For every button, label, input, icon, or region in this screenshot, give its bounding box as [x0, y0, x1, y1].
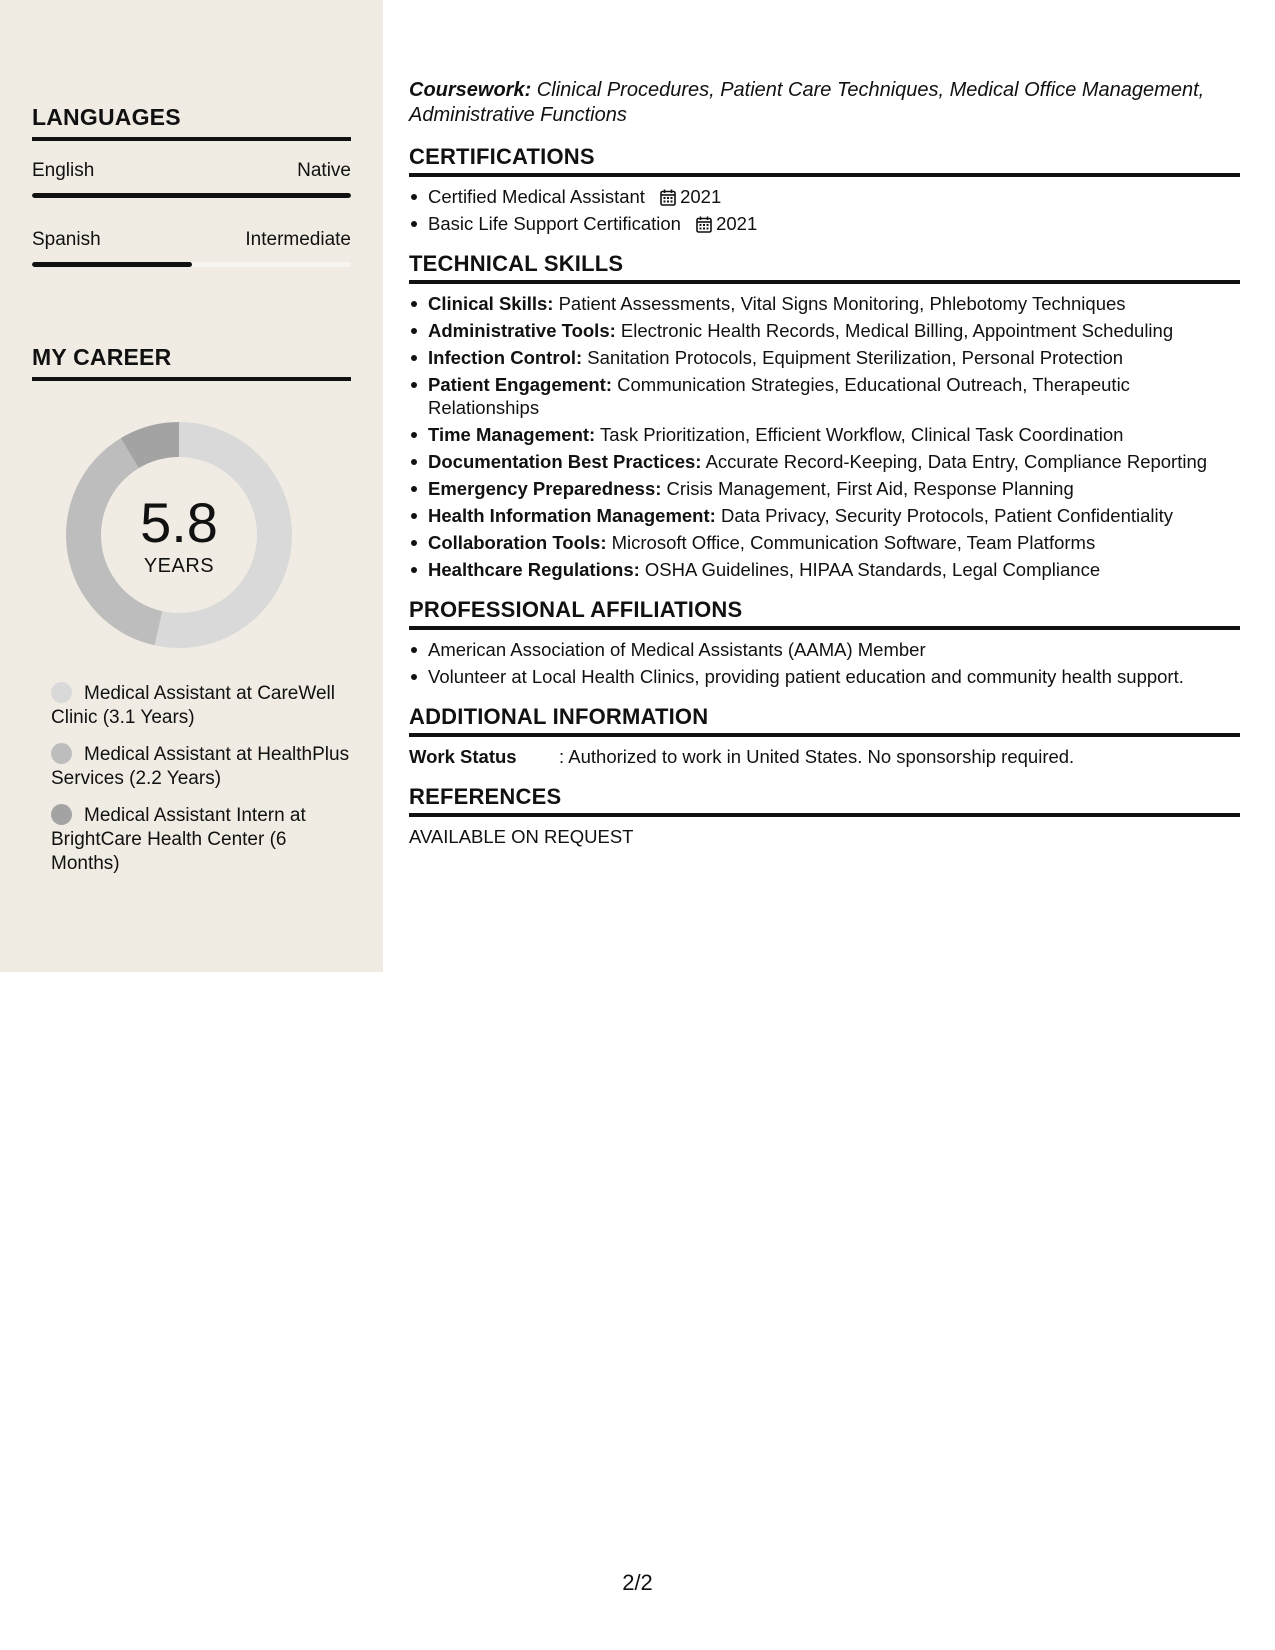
coursework-label: Coursework: — [409, 79, 532, 101]
career-donut-center — [66, 422, 292, 648]
affiliations-title: PROFESSIONAL AFFILIATIONS — [409, 597, 1240, 630]
legend-dot-icon — [51, 682, 72, 703]
languages-title: LANGUAGES — [32, 104, 351, 141]
language-bar-fill — [32, 262, 192, 267]
career-legend — [51, 682, 351, 889]
certification-year: 2021 — [680, 186, 722, 207]
career-total-value: 5.8 — [140, 490, 218, 554]
career-entry-label: Medical Assistant Intern at BrightCare Health Center (6 Months) — [51, 805, 306, 874]
legend-dot-icon — [51, 804, 72, 825]
certification-name: Basic Life Support Certification — [428, 213, 681, 234]
technical-skills-list — [409, 292, 1240, 581]
skill-key: Infection Control: — [428, 347, 583, 368]
certification-year: 2021 — [716, 213, 758, 234]
additional-info-title: ADDITIONAL INFORMATION — [409, 704, 1240, 737]
skill-value: Sanitation Protocols, Equipment Sterilization, Personal Protection — [582, 347, 1124, 368]
career-entry-label: Medical Assistant at CareWell Clinic (3.1 Years) — [51, 683, 335, 728]
coursework — [409, 78, 1240, 128]
work-status-label: Work Status — [409, 746, 517, 767]
language-name: English — [32, 160, 95, 181]
references-title: REFERENCES — [409, 784, 1240, 817]
sidebar — [0, 0, 383, 972]
skill-key: Clinical Skills: — [428, 293, 554, 314]
skill-key: Collaboration Tools: — [428, 532, 607, 553]
certifications-title: CERTIFICATIONS — [409, 144, 1240, 177]
skill-item — [409, 531, 1240, 554]
career-legend-item — [51, 682, 351, 730]
language-bar-english — [32, 193, 351, 198]
calendar-icon — [660, 189, 676, 206]
language-level: Native — [297, 160, 351, 181]
skill-key: Administrative Tools: — [428, 320, 616, 341]
certification-item — [409, 212, 1240, 235]
skill-item — [409, 558, 1240, 581]
skill-key: Patient Engagement: — [428, 374, 612, 395]
skill-key: Emergency Preparedness: — [428, 478, 662, 499]
calendar-icon — [696, 216, 712, 233]
technical-skills-title: TECHNICAL SKILLS — [409, 251, 1240, 284]
language-bar-spanish — [32, 262, 351, 267]
skill-item — [409, 423, 1240, 446]
career-legend-item — [51, 743, 351, 791]
skill-key: Documentation Best Practices: — [428, 451, 702, 472]
language-level: Intermediate — [245, 229, 351, 250]
page-number: 2/2 — [622, 1570, 653, 1595]
skill-value: OSHA Guidelines, HIPAA Standards, Legal Compliance — [639, 559, 1101, 580]
skill-item — [409, 346, 1240, 369]
skill-item — [409, 504, 1240, 527]
certification-name: Certified Medical Assistant — [428, 186, 645, 207]
skill-value: Data Privacy, Security Protocols, Patient Confidentiality — [715, 505, 1174, 526]
affiliation-item: Volunteer at Local Health Clinics, providing patient education and community health support. — [409, 665, 1240, 688]
skill-key: Healthcare Regulations: — [428, 559, 640, 580]
skill-value: Task Prioritization, Efficient Workflow, Clinical Task Coordination — [595, 424, 1124, 445]
skill-key: Time Management: — [428, 424, 596, 445]
skill-item — [409, 373, 1240, 419]
certification-item — [409, 185, 1240, 208]
affiliation-item: American Association of Medical Assistants (AAMA) Member — [409, 638, 1240, 661]
skill-key: Health Information Management: — [428, 505, 716, 526]
language-bar-fill — [32, 193, 351, 198]
skill-value: Crisis Management, First Aid, Response Planning — [661, 478, 1074, 499]
legend-dot-icon — [51, 743, 72, 764]
skill-value: Electronic Health Records, Medical Billing, Appointment Scheduling — [615, 320, 1174, 341]
skill-item — [409, 292, 1240, 315]
skill-value: Communication Strategies, Educational Outreach, Therapeutic Relationships — [428, 374, 1130, 418]
skill-value: Accurate Record-Keeping, Data Entry, Compliance Reporting — [701, 451, 1208, 472]
language-row-spanish — [32, 229, 351, 251]
main-content — [409, 78, 1240, 848]
work-status-value: : Authorized to work in United States. No sponsorship required. — [559, 746, 1075, 767]
career-title: MY CAREER — [32, 344, 351, 381]
career-donut-chart — [66, 422, 292, 648]
coursework-text: Clinical Procedures, Patient Care Techniques, Medical Office Management, Administrative Functions — [409, 79, 1205, 126]
skill-item — [409, 450, 1240, 473]
work-status-row — [409, 745, 1240, 768]
career-total-unit: YEARS — [143, 554, 215, 577]
certifications-list — [409, 185, 1240, 235]
skill-item — [409, 319, 1240, 342]
language-name: Spanish — [32, 229, 101, 250]
skill-value: Microsoft Office, Communication Software, Team Platforms — [606, 532, 1096, 553]
skill-item — [409, 477, 1240, 500]
language-row-english — [32, 160, 351, 182]
skill-value: Patient Assessments, Vital Signs Monitoring, Phlebotomy Techniques — [553, 293, 1126, 314]
affiliations-list — [409, 638, 1240, 688]
career-entry-label: Medical Assistant at HealthPlus Services (2.2 Years) — [51, 744, 350, 789]
career-legend-item — [51, 804, 351, 876]
references-text: AVAILABLE ON REQUEST — [409, 826, 634, 847]
